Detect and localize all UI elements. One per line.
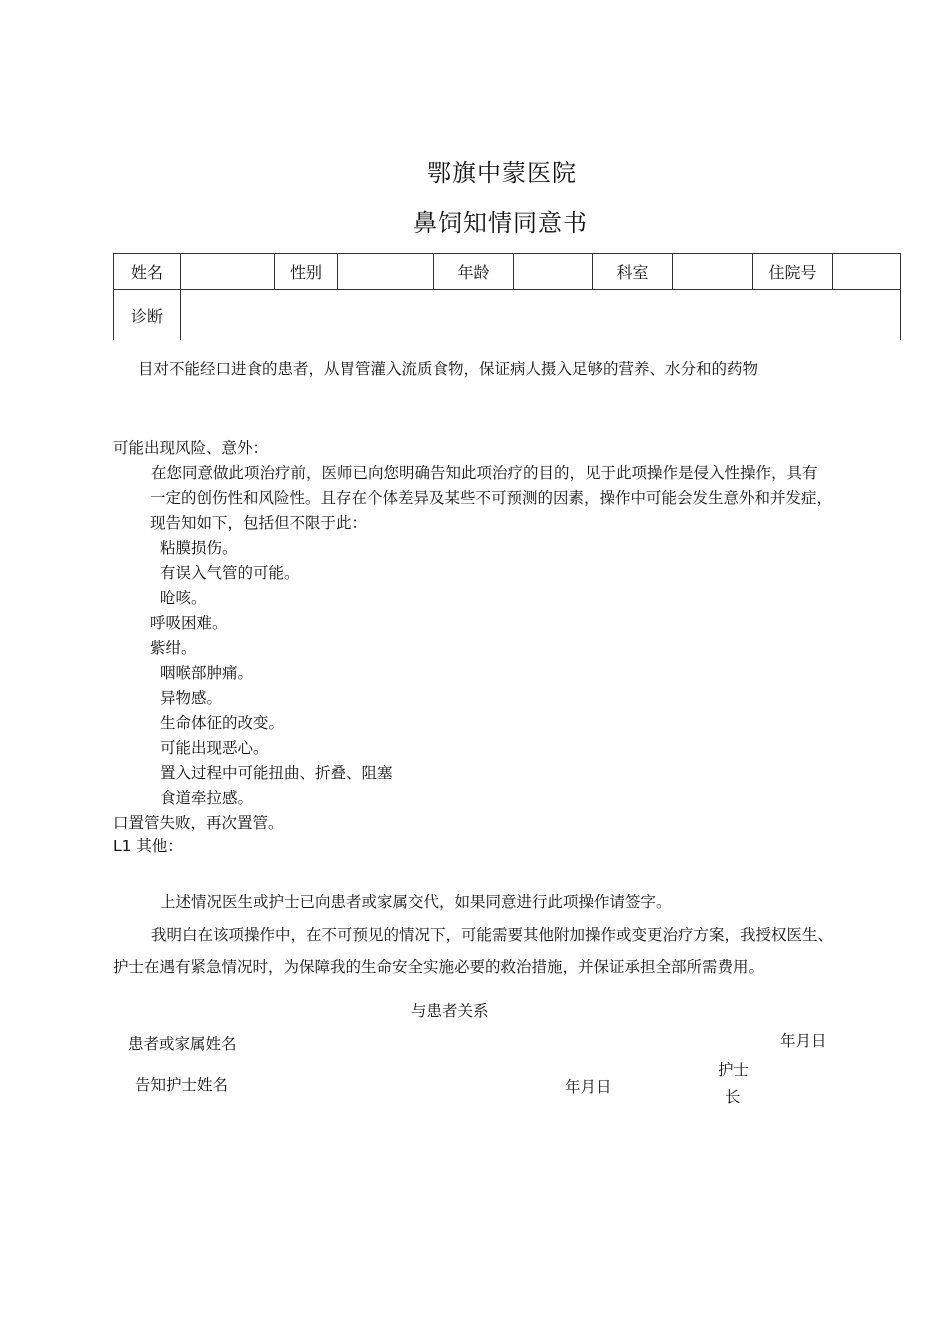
risk-item: 粘膜损伤。 bbox=[160, 539, 238, 557]
head-nurse-label-2: 长 bbox=[725, 1088, 741, 1106]
consent-line-2: 我明白在该项操作中，在不可预见的情况下，可能需要其他附加操作或变更治疗方案，我授权医生、 bbox=[151, 926, 834, 944]
relation-label: 与患者关系 bbox=[411, 1002, 489, 1020]
risks-intro-line-3: 现告知如下，包括但不限于此： bbox=[150, 514, 368, 532]
department-label: 科室 bbox=[593, 254, 673, 290]
head-nurse-label-1: 护士 bbox=[718, 1061, 750, 1079]
risk-item: 异物感。 bbox=[160, 689, 223, 707]
consent-line-1: 上述情况医生或护士已向患者或家属交代，如果同意进行此项操作请签字。 bbox=[160, 893, 672, 911]
risk-item: 可能出现恶心。 bbox=[160, 739, 269, 757]
name-field[interactable] bbox=[181, 254, 275, 290]
risk-item: 生命体征的改变。 bbox=[160, 714, 285, 732]
risks-intro-line-1: 在您同意做此项治疗前，医师已向您明确告知此项治疗的目的，见于此项操作是侵入性操作，具有 bbox=[151, 464, 818, 482]
risks-heading: 可能出现风险、意外： bbox=[113, 439, 269, 457]
consent-line-3: 护士在遇有紧急情况时，为保障我的生命安全实施必要的救治措施，并保证承担全部所需费用。 bbox=[113, 958, 765, 976]
patient-info-table bbox=[113, 253, 901, 340]
risk-item: 食道牵拉感。 bbox=[160, 789, 254, 807]
risk-item: 呛咳。 bbox=[160, 589, 207, 607]
nurse-name-label: 告知护士姓名 bbox=[135, 1076, 229, 1094]
risk-item-other: L1 其他： bbox=[113, 837, 183, 855]
risk-item: 置入过程中可能扭曲、折叠、阻塞 bbox=[160, 764, 393, 782]
age-field[interactable] bbox=[514, 254, 593, 290]
purpose-text: 目对不能经口进食的患者，从胃管灌入流质食物，保证病人摄入足够的营养、水分和的药物 bbox=[138, 360, 759, 378]
diagnosis-label: 诊断 bbox=[114, 290, 181, 341]
gender-label: 性别 bbox=[275, 254, 338, 290]
admission-number-label: 住院号 bbox=[753, 254, 833, 290]
admission-number-field[interactable] bbox=[833, 254, 901, 290]
risk-item: 呼吸困难。 bbox=[150, 614, 228, 632]
date-label-1: 年月日 bbox=[780, 1032, 827, 1050]
form-title: 鼻饲知情同意书 bbox=[413, 209, 588, 237]
hospital-name: 鄂旗中蒙医院 bbox=[427, 159, 577, 187]
diagnosis-field[interactable] bbox=[181, 290, 901, 341]
name-label: 姓名 bbox=[114, 254, 181, 290]
risk-item: 有误入气管的可能。 bbox=[160, 564, 300, 582]
gender-field[interactable] bbox=[338, 254, 434, 290]
department-field[interactable] bbox=[673, 254, 753, 290]
patient-family-name-label: 患者或家属姓名 bbox=[128, 1035, 237, 1053]
date-label-2: 年月日 bbox=[565, 1078, 612, 1096]
risks-intro-line-2: 一定的创伤性和风险性。且存在个体差异及某些不可预测的因素，操作中可能会发生意外和并发症， bbox=[150, 489, 833, 507]
risk-item: 口置管失败，再次置管。 bbox=[113, 814, 284, 832]
age-label: 年龄 bbox=[434, 254, 514, 290]
risk-item: 咽喉部肿痛。 bbox=[160, 664, 254, 682]
risk-item: 紫绀。 bbox=[150, 639, 197, 657]
